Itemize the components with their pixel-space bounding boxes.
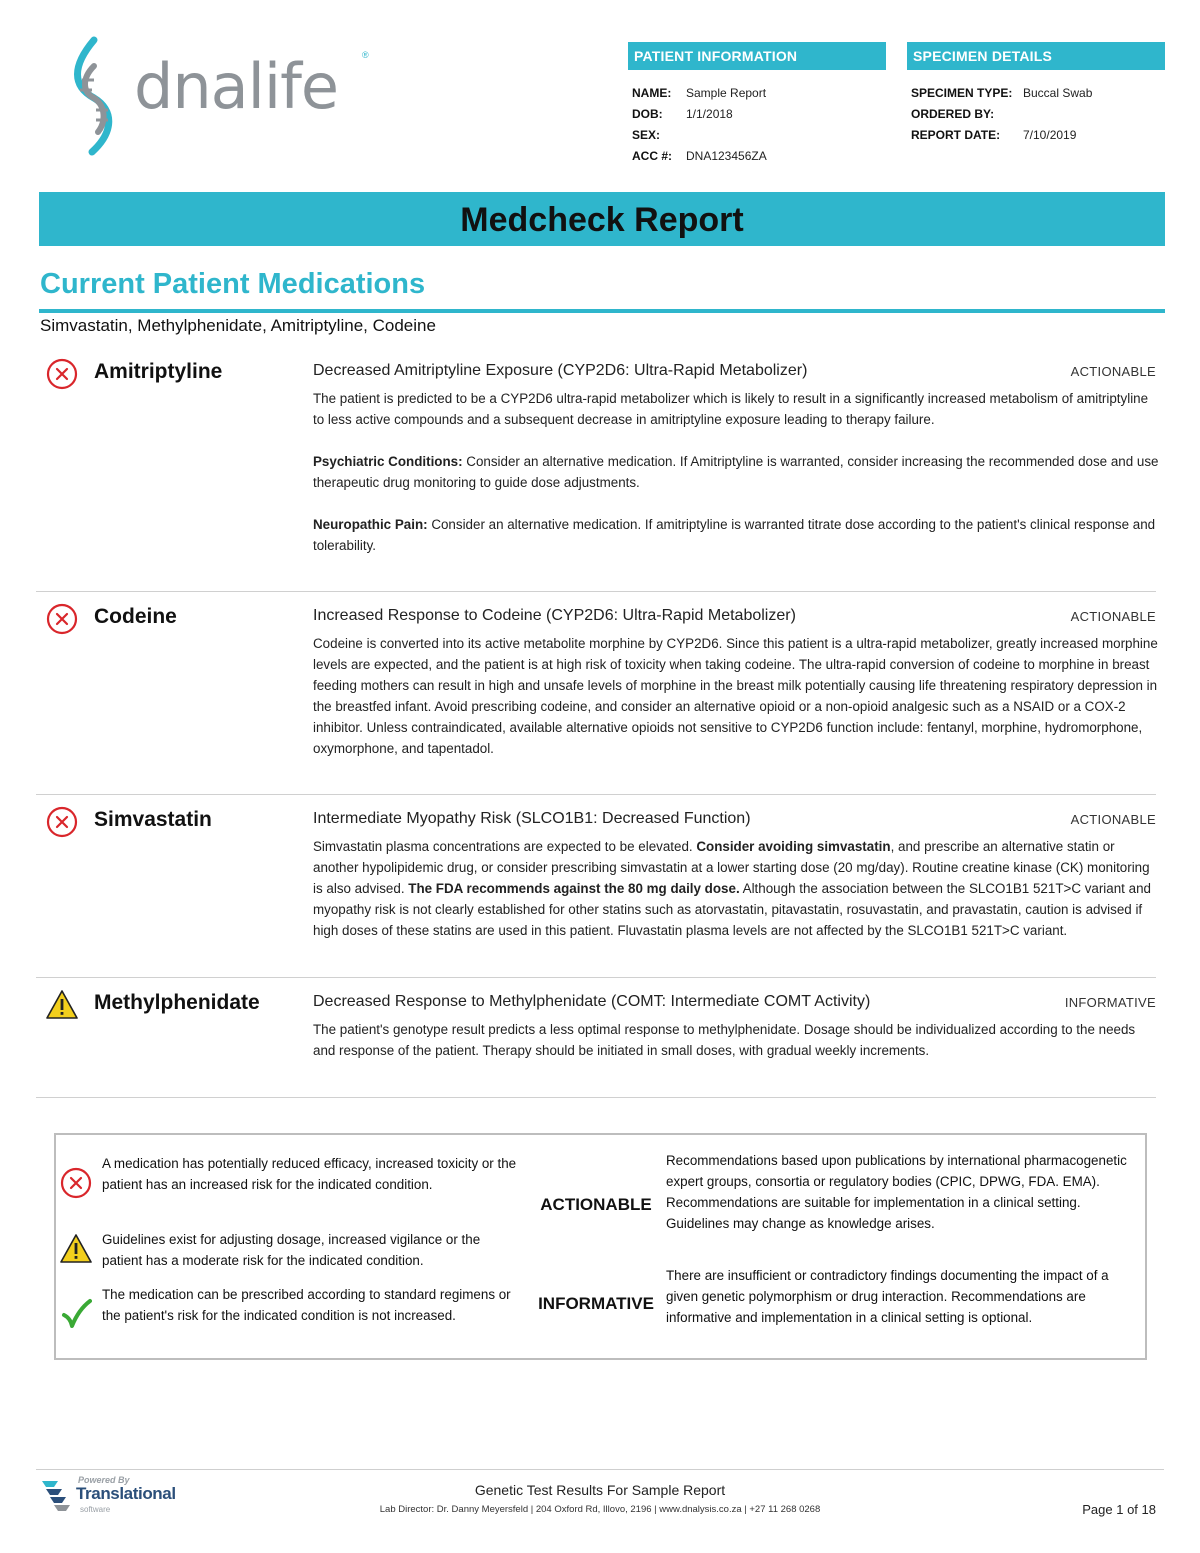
- actionability-tag: ACTIONABLE: [1070, 812, 1156, 827]
- ordered-by-row: [907, 103, 1165, 124]
- patient-name-row: [628, 82, 886, 103]
- drug-headline: Intermediate Myopathy Risk (SLCO1B1: Decreased Function): [313, 810, 751, 827]
- section-title: Current Patient Medications: [40, 268, 426, 300]
- patient-dob-row: [628, 103, 886, 124]
- drug-card-codeine: [36, 603, 1156, 783]
- drug-name: Amitriptyline: [94, 360, 223, 383]
- powered-by-label: Powered By: [78, 1475, 130, 1485]
- drug-headline: Decreased Amitriptyline Exposure (CYP2D6: Ultra-Rapid Metabolizer): [313, 362, 808, 379]
- actionable-description: Recommendations based upon publications by international pharmacogenetic expert groups, consortia or regulatory bodies (CPIC, DPWG, FDA. EMA). Recommendations are suitable for implementation in a clinical setting. Guidelines may change as knowledge arises.: [666, 1153, 1127, 1231]
- drug-name: Simvastatin: [94, 808, 212, 831]
- legend-text: Guidelines exist for adjusting dosage, increased vigilance or the patient has a moderate risk for the indicated condition.: [102, 1232, 481, 1268]
- description-text: Simvastatin plasma concentrations are expected to be elevated.: [313, 839, 697, 854]
- actionability-tag: ACTIONABLE: [1070, 364, 1156, 379]
- row-divider: [36, 1097, 1156, 1098]
- drug-card-simvastatin: [36, 806, 1156, 966]
- specimen-details-panel: [907, 42, 1165, 145]
- dna-helix-icon: [70, 36, 130, 156]
- description-text: Although the association between the SLCO1B1 521T>C variant and myopathy risk is not clearly established for other statins such as atorvastatin, pitavastatin, rosuvastatin, and pravastatin, caution is advised if high doses of these statins are used in this patient. Fluvastatin plasma levels are not affected by the SLCO1B1 521T>C variant.: [313, 881, 1151, 938]
- software-label: software: [80, 1505, 111, 1514]
- patient-information-panel: [628, 42, 886, 166]
- drug-headline: Increased Response to Codeine (CYP2D6: Ultra-Rapid Metabolizer): [313, 607, 796, 624]
- drug-description: [313, 836, 1159, 941]
- patient-information-heading: PATIENT INFORMATION: [628, 42, 886, 70]
- description-paragraph: Codeine is converted into its active metabolite morphine by CYP2D6. Since this patient is a ultra-rapid metabolizer, greatly increased morphine levels are expected, and the patient is at high risk of toxicity when taking codeine. The ultra-rapid conversion of codeine to morphine in breast feeding mothers can result in high and unsafe levels of morphine in the breast milk potentially causing life threatening respiratory depression in the breastfed infant. Avoid prescribing codeine, and consider an alternative opioid or a non-opioid analgesic such as a NSAID or a COX-2 inhibitor. Unless contraindicated, available alternative opioids not sensitive to CYP2D6 function include: fentanyl, morphine, hydromorphone, oxymorphone, and tapentadol.: [313, 636, 1158, 756]
- drug-card-amitriptyline: [36, 358, 1159, 578]
- warning-triangle-icon: [60, 1233, 92, 1265]
- legend-text: A medication has potentially reduced efficacy, increased toxicity or the patient has an increased risk for the indicated condition.: [102, 1156, 517, 1192]
- row-divider: [36, 977, 1156, 978]
- drug-headline: Decreased Response to Methylphenidate (COMT: Intermediate COMT Activity): [313, 993, 871, 1010]
- row-divider: [36, 794, 1156, 795]
- info-label: SPECIMEN TYPE:: [911, 85, 1013, 100]
- registered-mark: ®: [362, 50, 369, 60]
- footer-lab-info: Lab Director: Dr. Danny Meyersfeld | 204 Oxford Rd, Illovo, 2196 | www.dnalysis.co.za | +27 11 268 0268: [379, 1504, 821, 1515]
- recommendation-label: Neuropathic Pain:: [313, 517, 428, 532]
- patient-acc-row: [628, 145, 886, 166]
- info-label: NAME:: [632, 85, 672, 100]
- specimen-type-row: [907, 82, 1165, 103]
- description-paragraph: The patient is predicted to be a CYP2D6 ultra-rapid metabolizer which is likely to result in a significantly increased metabolism of amitriptyline to less active compounds and a subsequent decrease in amitriptyline exposure leading to therapy failure.: [313, 391, 1149, 427]
- recommendation-label: Psychiatric Conditions:: [313, 454, 463, 469]
- actionable-label: ACTIONABLE: [540, 1195, 652, 1214]
- drug-card-methylphenidate: [36, 989, 1156, 1089]
- drug-description: [313, 388, 1159, 556]
- recommendation-text: Consider an alternative medication. If amitriptyline is warranted titrate dose according to the patient's clinical response and tolerability.: [313, 517, 1156, 553]
- info-value: DNA123456ZA: [686, 148, 767, 163]
- legend-text: The medication can be prescribed according to standard regimens or the patient's risk for the indicated condition is not increased.: [102, 1287, 511, 1323]
- informative-label: INFORMATIVE: [538, 1294, 654, 1313]
- description-paragraph: The patient's genotype result predicts a less optimal response to methylphenidate. Dosage should be individualized according to the needs and response of the patient. Therapy should be initiated in small doses, with gradual weekly increments.: [313, 1022, 1136, 1058]
- info-value: 7/10/2019: [1023, 127, 1077, 142]
- info-value: Buccal Swab: [1023, 85, 1093, 100]
- report-title: Medcheck Report: [39, 192, 1165, 246]
- dnalife-logo: [70, 36, 390, 156]
- translational-brand: Translational: [76, 1484, 176, 1503]
- info-label: DOB:: [632, 106, 663, 121]
- neuropathic-recommendation: [313, 514, 1159, 556]
- footer-divider: [36, 1469, 1164, 1470]
- check-mark-icon: [60, 1298, 92, 1330]
- current-medications-list: Simvastatin, Methylphenidate, Amitriptyline, Codeine: [40, 316, 436, 335]
- actionability-tag: ACTIONABLE: [1070, 609, 1156, 624]
- x-circle-icon: [46, 358, 78, 390]
- section-divider: [39, 309, 1165, 313]
- recommendation-text: Consider an alternative medication. If Amitriptyline is warranted, consider increasing the recommended dose and use therapeutic drug monitoring to guide dose adjustments.: [313, 454, 1159, 490]
- info-value: Sample Report: [686, 85, 767, 100]
- emphasized-recommendation: Consider avoiding simvastatin: [696, 839, 891, 854]
- informative-description: There are insufficient or contradictory findings documenting the impact of a given genetic polymorphism or drug interaction. Recommendations are informative and implementation in a clinical setting is optional.: [666, 1268, 1109, 1325]
- description-text: , and prescribe an alternative statin or another hypolipidemic drug, or consider prescribing simvastatin at a lower starting dose (20 mg/day). Routine creatine kinase (CK) monitoring is also advised.: [313, 839, 1150, 896]
- info-value: 1/1/2018: [686, 106, 733, 121]
- row-divider: [36, 591, 1156, 592]
- info-label: SEX:: [632, 127, 661, 142]
- info-label: ORDERED BY:: [911, 106, 995, 121]
- drug-name: Codeine: [94, 605, 177, 628]
- actionability-tag: INFORMATIVE: [1064, 995, 1156, 1010]
- warning-triangle-icon: [46, 989, 78, 1021]
- x-circle-icon: [46, 603, 78, 635]
- specimen-details-heading: SPECIMEN DETAILS: [907, 42, 1165, 70]
- drug-name: Methylphenidate: [94, 991, 260, 1014]
- fda-recommendation: The FDA recommends against the 80 mg daily dose.: [408, 881, 740, 896]
- logo-wordmark: dnalife: [134, 50, 339, 123]
- info-label: ACC #:: [632, 148, 673, 163]
- x-circle-icon: [60, 1167, 92, 1199]
- footer-title: Genetic Test Results For Sample Report: [474, 1482, 726, 1498]
- description-paragraph: [313, 836, 1159, 941]
- page-number: Page 1 of 18: [1082, 1502, 1156, 1517]
- drug-description: [313, 633, 1159, 759]
- legend-panel: [54, 1133, 1147, 1360]
- drug-description: [313, 1019, 1159, 1061]
- info-label: REPORT DATE:: [911, 127, 1001, 142]
- psychiatric-recommendation: [313, 451, 1159, 493]
- patient-sex-row: [628, 124, 886, 145]
- x-circle-icon: [46, 806, 78, 838]
- report-date-row: [907, 124, 1165, 145]
